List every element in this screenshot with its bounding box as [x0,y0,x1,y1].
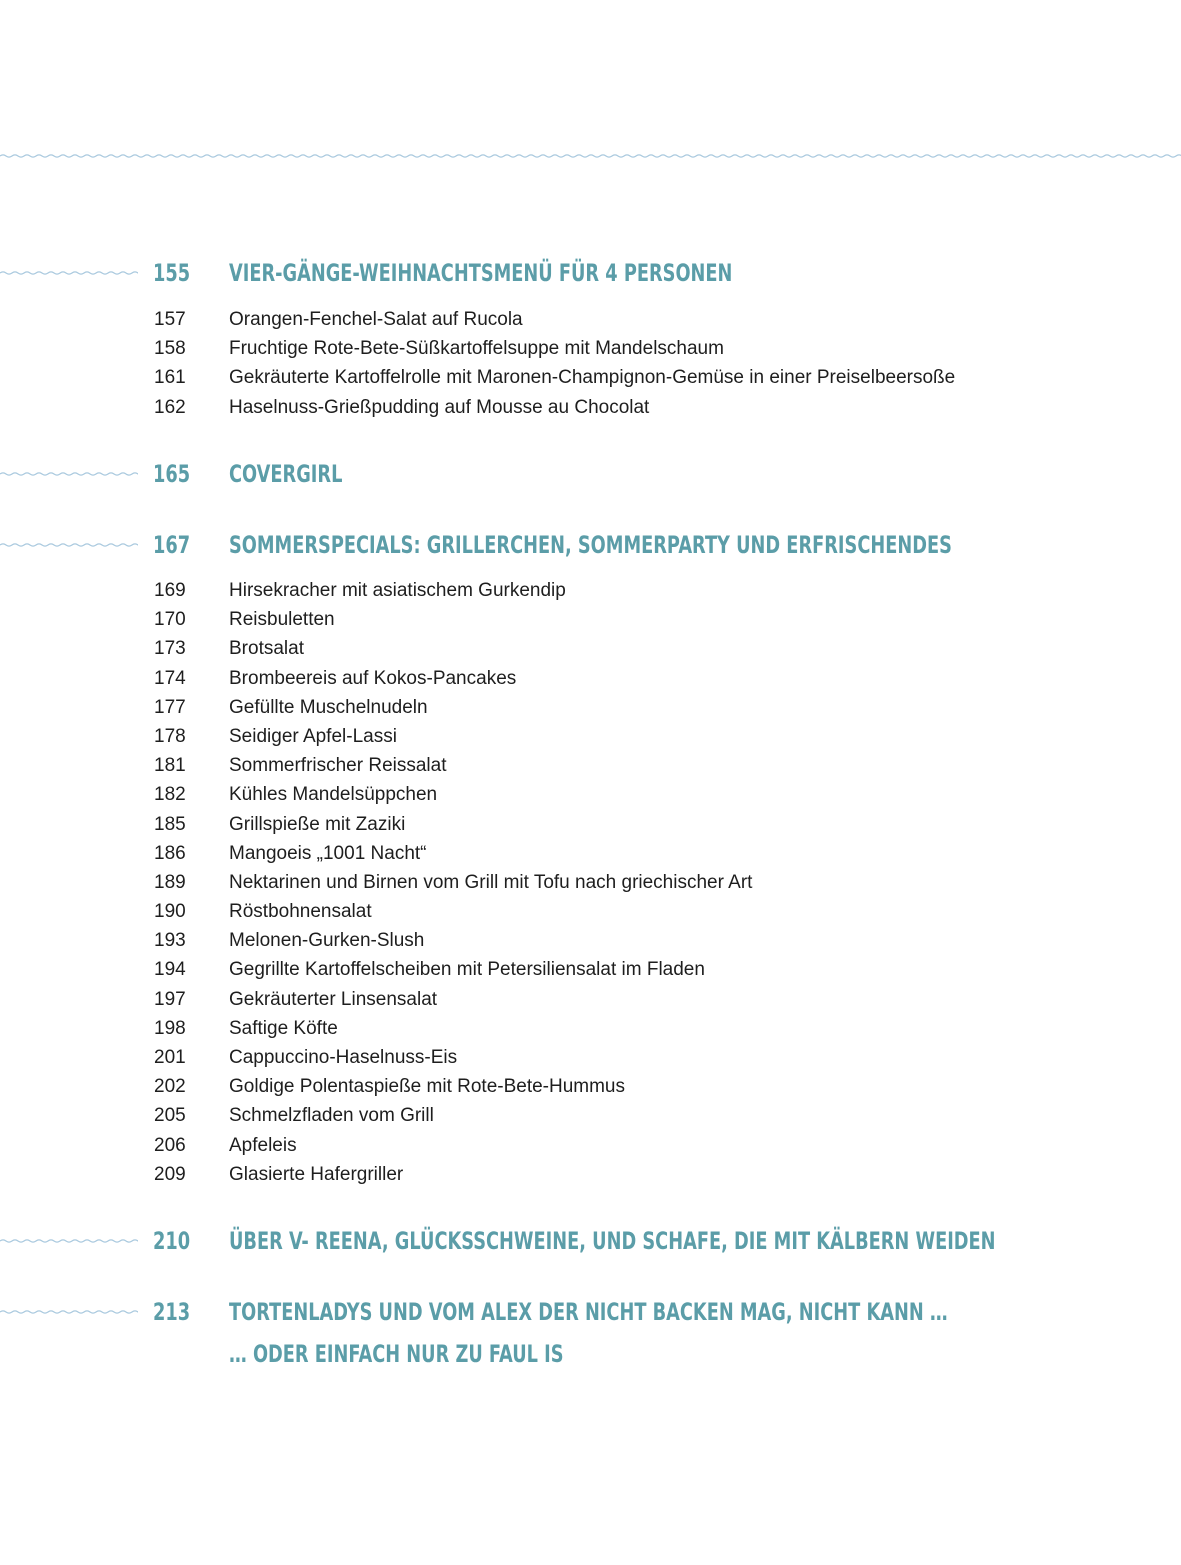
entry-title: Nektarinen und Birnen vom Grill mit Tofu nach griechischer Art [229,871,753,893]
entry-page-number: 178 [154,725,186,747]
section-page-number: 213 [153,1298,191,1326]
toc-section [0,1296,1181,1368]
entry-page-number: 193 [154,930,186,952]
entry-page-number: 194 [154,959,186,981]
top-wave-divider [0,150,1181,162]
entry-title: Kühles Mandelsüppchen [229,784,438,806]
section-heading [0,529,1181,565]
entry-page-number: 158 [154,338,186,360]
section-heading [0,458,1181,494]
toc-entry [0,1043,1181,1072]
entry-page-number: 162 [154,396,186,418]
entry-title: Seidiger Apfel-Lassi [229,725,397,747]
entry-title: Gekräuterter Linsensalat [229,988,438,1010]
section-page-number: 165 [153,460,191,488]
entry-title: Gefüllte Muschelnudeln [229,696,428,718]
toc-entry [0,634,1181,663]
entry-title: Haselnuss-Grießpudding auf Mousse au Chocolat [229,396,650,418]
toc-entry [0,576,1181,605]
entry-page-number: 174 [154,667,186,689]
entry-title: Grillspieße mit Zaziki [229,813,406,835]
entry-title: Fruchtige Rote-Bete-Süßkartoffelsuppe mit Mandelschaum [229,338,724,360]
entry-page-number: 205 [154,1105,186,1127]
toc-section [0,257,1181,293]
toc-entry [0,664,1181,693]
wave-ornament [0,469,138,479]
wave-ornament [0,1236,138,1246]
entry-title: Glasierte Hafergriller [229,1163,404,1185]
toc-entry [0,955,1181,984]
wave-ornament [0,268,138,278]
section-page-number: 210 [153,1227,191,1255]
entry-title: Gekräuterte Kartoffelrolle mit Maronen-Champignon-Gemüse in einer Preiselbeersoße [229,367,956,389]
toc-entry [0,305,1181,334]
section-title-continuation: … ODER EINFACH NUR ZU FAUL IS [229,1340,564,1368]
toc-entry [0,605,1181,634]
entry-page-number: 169 [154,580,186,601]
toc-entry [0,1014,1181,1043]
entry-title: Brotsalat [229,638,304,660]
toc-entry [0,926,1181,955]
section-page-number: 167 [153,531,191,559]
toc-entry [0,722,1181,751]
entry-title: Reisbuletten [229,609,335,631]
section-heading [0,1225,1181,1261]
entry-page-number: 201 [154,1047,186,1068]
wave-ornament [0,540,138,550]
entry-page-number: 181 [154,755,186,777]
toc-entry [0,897,1181,926]
section-title: ÜBER V- REENA, GLÜCKSSCHWEINE, UND SCHAFE, DIE MIT KÄLBERN WEIDEN [229,1227,996,1255]
toc-entry [0,839,1181,868]
entry-page-number: 185 [154,813,186,835]
toc-section [0,529,1181,565]
entry-page-number: 206 [154,1134,186,1156]
entry-page-number: 173 [154,638,186,660]
entry-title: Hirsekracher mit asiatischem Gurkendip [229,580,566,601]
entry-page-number: 182 [154,784,186,806]
toc-entry [0,393,1181,422]
toc-entry [0,363,1181,392]
entry-title: Melonen-Gurken-Slush [229,930,425,952]
section-heading [0,1296,1181,1368]
toc-section [0,458,1181,494]
toc-entry [0,334,1181,363]
toc-entry [0,693,1181,722]
entry-title: Gegrillte Kartoffelscheiben mit Petersiliensalat im Fladen [229,959,705,981]
entry-title: Schmelzfladen vom Grill [229,1105,434,1127]
toc-entry [0,1160,1181,1189]
entry-page-number: 190 [154,901,186,923]
toc-entry [0,1101,1181,1130]
section-title: SOMMERSPECIALS: GRILLERCHEN, SOMMERPARTY UND ERFRISCHENDES [229,531,952,559]
section-page-number: 155 [153,259,191,287]
entry-list [0,576,1181,1189]
entry-title: Apfeleis [229,1134,297,1156]
entry-title: Cappuccino-Haselnuss-Eis [229,1047,458,1068]
wave-ornament [0,1307,138,1317]
entry-title: Mangoeis „1001 Nacht“ [229,842,427,864]
entry-page-number: 209 [154,1163,186,1185]
entry-page-number: 170 [154,609,186,631]
entry-page-number: 161 [154,367,186,389]
toc-entry [0,1072,1181,1101]
entry-title: Brombeereis auf Kokos-Pancakes [229,667,517,689]
section-heading [0,257,1181,293]
toc-entry [0,985,1181,1014]
toc-entry [0,868,1181,897]
entry-title: Goldige Polentaspieße mit Rote-Bete-Hummus [229,1076,626,1098]
entry-list [0,305,1181,422]
entry-title: Röstbohnensalat [229,901,372,923]
entry-page-number: 186 [154,842,186,864]
toc-entry [0,1131,1181,1160]
toc-entry [0,751,1181,780]
section-title: TORTENLADYS UND VOM ALEX DER NICHT BACKEN MAG, NICHT KANN … [229,1298,948,1326]
entry-page-number: 202 [154,1076,186,1098]
entry-page-number: 177 [154,696,186,718]
entry-title: Orangen-Fenchel-Salat auf Rucola [229,309,523,330]
toc-entry [0,810,1181,839]
toc-section [0,1225,1181,1261]
entry-title: Saftige Köfte [229,1017,338,1039]
section-title: VIER-GÄNGE-WEIHNACHTSMENÜ FÜR 4 PERSONEN [229,259,733,287]
entry-page-number: 197 [154,988,186,1010]
section-title: COVERGIRL [229,460,343,488]
entry-title: Sommerfrischer Reissalat [229,755,447,777]
entry-page-number: 189 [154,871,186,893]
toc-entry [0,780,1181,809]
entry-page-number: 157 [154,309,186,330]
entry-page-number: 198 [154,1017,186,1039]
